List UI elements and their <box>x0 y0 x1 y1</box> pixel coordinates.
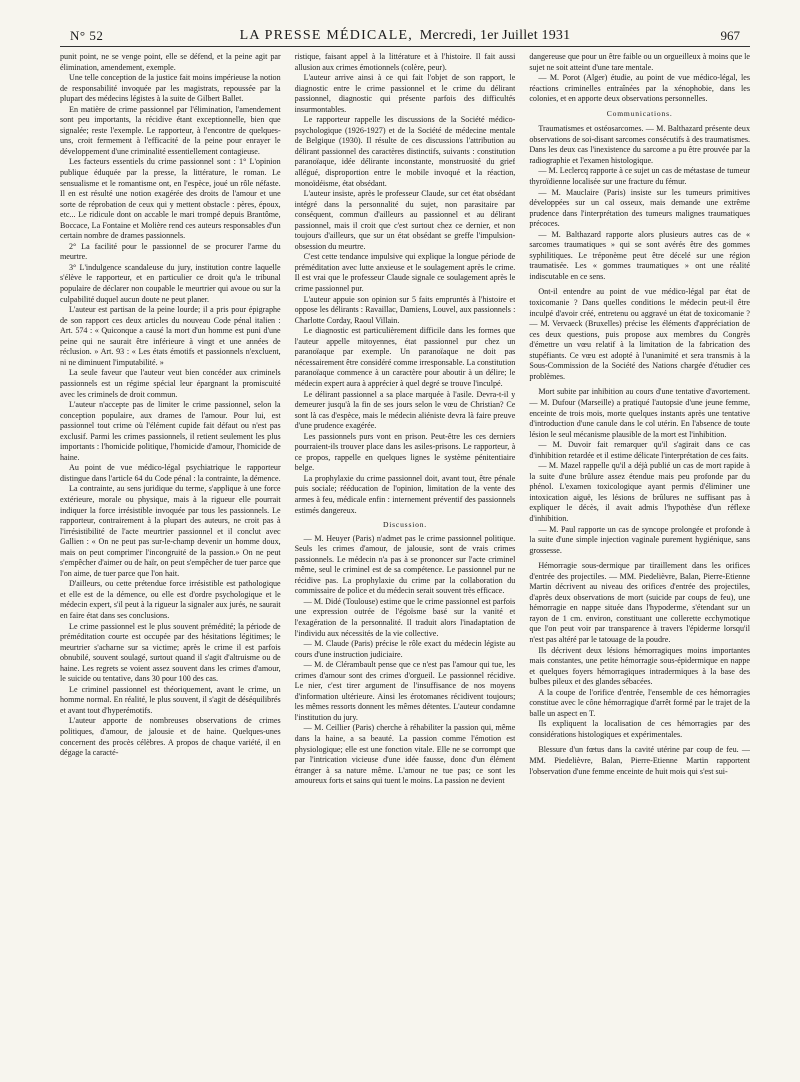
paragraph: L'auteur apporte de nombreuses observations de crimes politiques, d'amour, de jalousie et de haine. Quelques-unes concernent des procès célèbres. A propos de chaque variété, il en dégage la caracté- <box>60 716 281 758</box>
communication-paragraph: A la coupe de l'orifice d'entrée, l'ensemble de ces hémorragies constitue avec le cône hémorragique d'arrêt formé par le trajet de la balle un aspect en T. <box>529 687 750 718</box>
paragraph: Une telle conception de la justice fait moins impérieuse la notion de responsabilité invoquée par les magistrats, repoussée par la plupart des médecins légistes à la suite de Gilbert Ballet. <box>60 73 281 104</box>
paragraph: punit point, ne se venge point, elle se défend, et la peine agit par élimination, amendement, exemple. <box>60 52 281 72</box>
communication-paragraph: Ils expliquent la localisation de ces hémorragies par des considérations histologiques et expérimentales. <box>529 719 750 739</box>
communication-paragraph: — M. Mazel rappelle qu'il a déjà publié un cas de mort rapide à la suite d'une brûlure assez étendue mais peu profonde par du phénol. L'examen toxicologique ayant permis d'éliminer une intoxication aiguë, les lésions de brûlures ne suffisant pas à expliquer le décès, il avait admis l'hypothèse d'un réflexe d'inhibition. <box>529 461 750 523</box>
paragraph: L'auteur est partisan de la peine lourde; il a pris pour épigraphe de son rapport ces deux articles du nouveau Code pénal italien : Art. 574 : « Quiconque a causé la mort d'un homme est puni d'une peine qui ne saurait être inférieure à vingt et une années de réclusion. » Art. 93 : « Les états émotifs et passionnels n'excluent, ni ne diminuent l'imputabilité. » <box>60 305 281 367</box>
discussion-paragraph: — M. Porot (Alger) étudie, au point de vue médico-légal, les réactions criminelles entraînées par la xénophobie, dans les colonies, et en apporte deux observations personnelles. <box>529 73 750 104</box>
discussion-text: M. Ceillier (Paris) cherche à réhabiliter la passion qui, même dans la haine, a sa beauté. La passion comme l'émotion est physiologique; elle est une fonction vitale. Elle ne se corrompt que par l'intrication vicieuse d'une idée fausse, donc d'un élément étranger à sa nature même. L'amour ne tue pas; ce sont les amoureux forts et sains qui tuent le moins. La passion ne devient <box>294 723 516 786</box>
communication-paragraph: Mort subite par inhibition au cours d'une tentative d'avortement. — M. Dufour (Marseille) a pratiqué l'autopsie d'une jeune femme, enceinte de trois mois, morte quelques instants après une tentative d'introduction d'une canule dans le col utérin. En l'absence de toute lésion le seul mécanisme plausible de la mort est l'inhibition. <box>529 387 750 439</box>
paragraph: Au point de vue médico-légal psychiatrique le rapporteur distingue dans l'article 64 du Code pénal : la contrainte, la démence. <box>60 463 281 483</box>
paragraph: En matière de crime passionnel par l'élimination, l'amendement sont peu importants, la récidive étant exceptionnelle, bien que signalée; reste l'exemple. Le rapporteur, à l'encontre de quelques-uns, croit fermement à l'efficacité de la peine pour enrayer le développement d'une criminalité essentiellement contagieuse. <box>60 104 281 156</box>
paragraph: L'auteur insiste, après le professeur Claude, sur cet état obsédant intégré dans la personnalité du sujet, non parasitaire par conséquent, commun d'ailleurs au passionnel et au délirant passionnel, mais il croit que c'est surtout chez ce dernier, et non toujours d'ailleurs, que sur un état obsédant se greffe l'impulsion-obsession du meurtre. <box>294 189 516 251</box>
communication-text: M. Leclercq rapporte à ce sujet un cas de métastase de tumeur thyroïdienne localisée sur une fracture du fémur. <box>529 166 750 187</box>
paragraph: L'auteur arrive ainsi à ce qui fait l'objet de son rapport, le diagnostic entre le crime passionnel et le crime du délirant passionnel, diagnostic qui présente parfois des difficultés insurmontables. <box>294 73 516 114</box>
discussion-text: M. Porot (Alger) étudie, au point de vue médico-légal, les réactions criminelles entraînées par la xénophobie, dans les colonies, et en apporte deux observations personnelles. <box>529 73 750 104</box>
discussion-text: M. Claude (Paris) précise le rôle exact du médecin légiste au cours d'une instruction judiciaire. <box>294 639 516 659</box>
communication-paragraph: Ont-il entendre au point de vue médico-légal par état de toxicomanie ? Dans quelles conditions le médecin peut-il être inculpé d'avoir créé, entretenu ou aggravé un état de toxicomanie ? — M. Vervaeck (Bruxelles) précise les éléments d'appréciation de ces deux questions, puis propose aux membres du Congrès d'émettre un vœu relatif à la limitation de la fabrication des stupéfiants. Ce vœu est adopté à l'unanimité et sera transmis à la Sous-Commission de la Société des Nations chargée d'étudier ces problèmes. <box>529 287 750 381</box>
communication-paragraph: Ils décrivent deux lésions hémorragiques moins importantes mais constantes, une petite hémorragie sous-épidermique en nappe et quelques foyers hémorragiques intradermiques à la base des bulbes pileux et des glandes sébacées. <box>529 645 750 687</box>
paragraph: 3° L'indulgence scandaleuse du jury, institution contre laquelle s'élève le rapporteur, et en particulier ce droit qu'a le tribunal populaire de déclarer non coupable le meurtrier qui avoue ou sur la culpabilité duquel aucun doute ne peut planer. <box>60 262 281 304</box>
paragraph: La seule faveur que l'auteur veut bien concéder aux criminels passionnels est un régime spécial leur épargnant la promiscuité avec les criminels de droit commun. <box>60 368 281 399</box>
column-2 <box>295 52 516 1068</box>
paragraph: La contrainte, au sens juridique du terme, s'applique à une force extérieure, morale ou physique, mais à la rigueur elle pourrait indiquer la force irrésistible invoquée par tous les passionnels. Le rapporteur, contrairement à la plupart des auteurs, ne croit pas à l'irrésistibilité de l'acte meurtrier passionnel et il conclut avec Gallien : « On ne peut pas sur-le-champ devenir un homme doux, mais on peut comprimer l'incongruité de la passion.» On ne peut s'empêcher d'aimer ou de haïr, on peut s'empêcher de tuer parce que l'on aime, de tuer parce que l'on hait. <box>60 484 281 578</box>
communication-paragraph: — M. Mauclaire (Paris) insiste sur les tumeurs primitives développées sur un cal osseux, mais demande une extrême prudence dans l'interprétation des tumeurs malignes traumatiques précoces. <box>529 187 750 229</box>
paragraph: dangereuse que pour un être faible ou un orgueilleux à moins que le sujet ne soit atteint d'une tare mentale. <box>529 52 750 72</box>
discussion-paragraph: — M. de Clérambault pense que ce n'est pas l'amour qui tue, les crimes d'amour sont des crimes d'orgueil. Le passionnel récidive. Le nier, c'est tirer argument de l'insuffisance de nos moyens d'information ultérieure. Ainsi les érotomanes récidivent toujours; les mêmes ressorts donnent les mêmes détentes. L'auteur condamne l'institution du jury. <box>294 660 516 722</box>
communication-text: M. Duvoir fait remarquer qu'il s'agirait dans ce cas d'inhibition retardée et il estime délicate l'interprétation de ces faits. <box>529 440 750 460</box>
discussion-paragraph: — M. Heuyer (Paris) n'admet pas le crime passionnel politique. Seuls les crimes d'amour, de jalousie, sont de vrais crimes passionnels. Le médecin n'a pas à se prononcer sur l'acte criminel même, seul le criminel est de sa compétence. Le passionnel pur ne récidive pas. La prophylaxie du crime par la collaboration du commissaire de police et du médecin serait souvent très efficace. <box>294 533 516 596</box>
paragraph: Le crime passionnel est le plus souvent prémédité; la période de préméditation courte est occupée par des hésitations légitimes; le meurtrier s'acharne sur sa victime; après le crime il est parfois obnubilé, souvent soulagé, surtout quand il s'agit d'altruisme ou de haine. Les regrets se voient assez souvent dans les crimes d'amour, le suicide ou tentative, dans 30 pour 100 des cas. <box>60 621 281 684</box>
paragraph: La prophylaxie du crime passionnel doit, avant tout, être pénale puis sociale; rééducation de l'opinion, limitation de la vente des armes à feu, médicale enfin : internement préventif des passionnels estimés dangereux. <box>294 473 516 515</box>
communication-paragraph: — M. Balthazard rapporte alors plusieurs autres cas de « sarcomes traumatiques » qui se sont avérés être des gommes syphilitiques. Le tréponème peut être décelé sur une région traumatisée. Les « gommes traumatiques » ont une réalité indiscutable en ce sens. <box>529 229 750 281</box>
paragraph: Le diagnostic est particulièrement difficile dans les formes que l'auteur appelle mitoyennes, état passionnel pur chez un paranoïaque par exemple. Un paranoïaque ne doit pas nécessairement être considéré comme irresponsable. La constitution paranoïaque commence à un caractère pour aboutir à un délire; le médecin expert aura à apprécier à quel degré se trouve l'inculpé. <box>294 326 516 388</box>
page-number: 967 <box>720 28 740 43</box>
article-columns <box>60 52 750 1068</box>
paragraph: D'ailleurs, ou cette prétendue force irrésistible est pathologique et elle est de la démence, ou elle est d'ordre psychologique et le médecin expert, s'il peut à la rigueur la signaler aux jurés, ne saurait en faire état dans ses conclusions. <box>60 579 281 620</box>
section-heading-discussion: Discussion. <box>382 520 427 530</box>
communication-paragraph: Blessure d'un fœtus dans la cavité utérine par coup de feu. — MM. Piedelièvre, Balan, Pierre-Etienne Martin rapportent l'observation d'une femme enceinte de huit mois qui s'est sui- <box>529 745 750 776</box>
issue-number: N° 52 <box>70 28 104 43</box>
paragraph: Les facteurs essentiels du crime passionnel sont : 1° L'opinion publique éduquée par la presse, la littérature, le roman. Le sensualisme et le romantisme ont, en l'espèce, joué un rôle néfaste. Il en est résulté une notion exagérée des droits de l'amour et une sorte de réprobation de ceux qui y mettent obstacle : pères, époux, etc... Le ridicule dont on accable le mari trompé depuis Brantôme, Boccace, La Fontaine et Molière rend ces auteurs responsables d'un certain nombre de drames passionnels. <box>60 157 281 241</box>
paragraph: 2° La facilité pour le passionnel de se procurer l'arme du meurtre. <box>60 241 281 262</box>
paragraph: L'auteur n'accepte pas de limiter le crime passionnel, selon la conception populaire, aux drames de l'amour. Pour lui, est passionnel tout crime où l'élément cupide fait défaut ou n'est pas exclusif. Parmi les crimes passionnels, il retient seulement les plus importants : l'homicide politique, l'homicide d'amour, l'homicide de haine. <box>60 400 281 462</box>
discussion-text: M. de Clérambault pense que ce n'est pas l'amour qui tue, les crimes d'amour sont des crimes d'orgueil. Le passionnel récidive. Le nier, c'est tirer argument de l'insuffisance de nos moyens d'information ultérieure. Ainsi les érotomanes récidivent toujours; les mêmes ressorts donnent les mêmes détentes. L'auteur condamne l'institution du jury. <box>294 660 516 722</box>
section-heading-communications: Communications. <box>606 108 673 118</box>
communication-paragraph: Traumatismes et ostéosarcomes. — M. Balthazard présente deux observations de soi-disant sarcomes consécutifs à des traumatismes. Dans les deux cas l'inexistence du sarcome a pu être prouvée par la radiographie et l'examen histologique. <box>529 124 750 165</box>
communication-text: M. Balthazard rapporte alors plusieurs autres cas de « sarcomes traumatiques » qui se sont avérés être des gommes syphilitiques. Le tréponème peut être décelé sur une région traumatisée. Les « gommes traumatiques » ont une réalité indiscutable en ce sens. <box>529 229 750 281</box>
paragraph: L'auteur appuie son opinion sur 5 faits empruntés à l'histoire et oppose les délirants : Ravaillac, Damiens, Louvel, aux passionnels : Charlotte Corday, Raoul Villain. <box>294 294 516 325</box>
communication-paragraph: — M. Paul rapporte un cas de syncope prolongée et profonde à la suite d'une simple injection vaginale purement hygiénique, sans grossesse. <box>529 524 750 555</box>
paragraph: Le rapporteur rappelle les discussions de la Société médico-psychologique (1926-1927) et de la Société de médecine mentale de Belgique (1930). Il résulte de ces discussions l'attribution au délirant passionnel des caractères distinctifs, suivants : constitution paranoïaque, idée délirante inconstante, monstruosité du grief allégué, disproportion entre le mobile invoqué et la réaction, monoïdéisme, état obsédant. <box>294 115 516 188</box>
journal-title <box>240 28 571 44</box>
communication-paragraph: Hémorragie sous-dermique par tiraillement dans les orifices d'entrée des projectiles. — MM. Piedelièvre, Balan, Pierre-Etienne Martin décrivent au niveau des orifices d'entrée des projectiles, d'après deux observations de mort (suicide par coups de feu), une hémorragie en nappe située dans l'hypoderme, s'étendant sur un rayon de 1 cm. environ, constituant une collerette ecchymotique que l'on peut voir par transparence à travers l'épiderme lorsqu'il n'est pas altéré par le tatouage de la poudre. <box>529 561 750 644</box>
communication-paragraph: — M. Leclercq rapporte à ce sujet un cas de métastase de tumeur thyroïdienne localisée sur une fracture du fémur. <box>529 166 750 187</box>
discussion-paragraph: — M. Ceillier (Paris) cherche à réhabiliter la passion qui, même dans la haine, a sa beauté. La passion comme l'émotion est physiologique; elle est une fonction vitale. Elle ne se corrompt que par l'intrication vicieuse d'une idée fausse, donc d'un élément étranger à sa nature même. L'amour ne tue pas; ce sont les amoureux forts et sains qui tuent le moins. La passion ne devient <box>294 723 516 786</box>
communication-text: M. Paul rapporte un cas de syncope prolongée et profonde à la suite d'une simple injection vaginale purement hygiénique, sans grossesse. <box>529 524 750 555</box>
paragraph: C'est cette tendance impulsive qui explique la longue période de préméditation avec lutte anxieuse et le soulagement après le crime. Il est vrai que le professeur Claude signale ce soulagement après le crime passionnel pur. <box>294 252 516 294</box>
paragraph: Les passionnels purs vont en prison. Peut-être les ces derniers pourraient-ils trouver place dans les asiles-prisons. Le rapporteur, à ce propos, rappelle en quelques lignes le système pénitentiaire belge. <box>294 431 516 473</box>
paragraph: Le délirant passionnel a sa place marquée à l'asile. Devra-t-il y demeurer jusqu'à la fin de ses jours selon le vœu de Christian? Ce sont là cas d'espèce, mais le médecin aliéniste devra là faire preuve d'une prudence exagérée. <box>294 389 516 431</box>
page-header <box>70 16 740 44</box>
discussion-paragraph: — M. Didé (Toulouse) estime que le crime passionnel est parfois une expression outrée de l'égoïsme basé sur la vanité et l'exagération de la personnalité. Il traduit alors l'inadaptation de l'individu aux nécessités de la vie collective. <box>294 596 516 638</box>
issue-date: Mercredi, 1er Juillet 1931 <box>419 28 571 43</box>
header-rule <box>60 46 750 47</box>
journal-name: LA PRESSE MÉDICALE, <box>239 28 413 43</box>
communication-text: M. Mauclaire (Paris) insiste sur les tumeurs primitives développées sur un cal osseux, mais demande une extrême prudence dans l'interprétation des tumeurs malignes traumatiques précoces. <box>529 187 750 229</box>
communication-paragraph: — M. Duvoir fait remarquer qu'il s'agirait dans ce cas d'inhibition retardée et il estime délicate l'interprétation de ces faits. <box>529 440 750 460</box>
paragraph: Le criminel passionnel est théoriquement, avant le crime, un homme normal. En réalité, le plus souvent, il s'agit de déséquilibrés et avant tout d'hyperémotifs. <box>60 684 281 715</box>
paragraph: ristique, faisant appel à la littérature et à l'histoire. Il fait aussi allusion aux crimes émotionnels (colère, peur). <box>294 52 516 72</box>
communication-text: M. Mazel rappelle qu'il a déjà publié un cas de mort rapide à la suite d'une brûlure assez étendue mais peu profonde par du phénol. L'examen toxicologique ayant permis d'éliminer une intoxication aiguë, les lésions de brûlures ne suffisant pas à expliquer le décès, il avait admis l'hypothèse d'un réflexe d'inhibition. <box>529 461 750 523</box>
column-1 <box>60 52 281 1068</box>
discussion-text: M. Heuyer (Paris) n'admet pas le crime passionnel politique. Seuls les crimes d'amour, de jalousie, sont de vrais crimes passionnels. Le médecin n'a pas à se prononcer sur l'acte criminel même, seul le criminel est de sa compétence. Le passionnel pur ne récidive pas. La prophylaxie du crime par la collaboration du commissaire de police et du médecin serait souvent très efficace. <box>294 533 516 596</box>
discussion-paragraph: — M. Claude (Paris) précise le rôle exact du médecin légiste au cours d'une instruction judiciaire. <box>294 639 516 659</box>
column-3 <box>529 52 750 1068</box>
discussion-text: M. Didé (Toulouse) estime que le crime passionnel est parfois une expression outrée de l'égoïsme basé sur la vanité et l'exagération de la personnalité. Il traduit alors l'inadaptation de l'individu aux nécessités de la vie collective. <box>294 596 516 638</box>
